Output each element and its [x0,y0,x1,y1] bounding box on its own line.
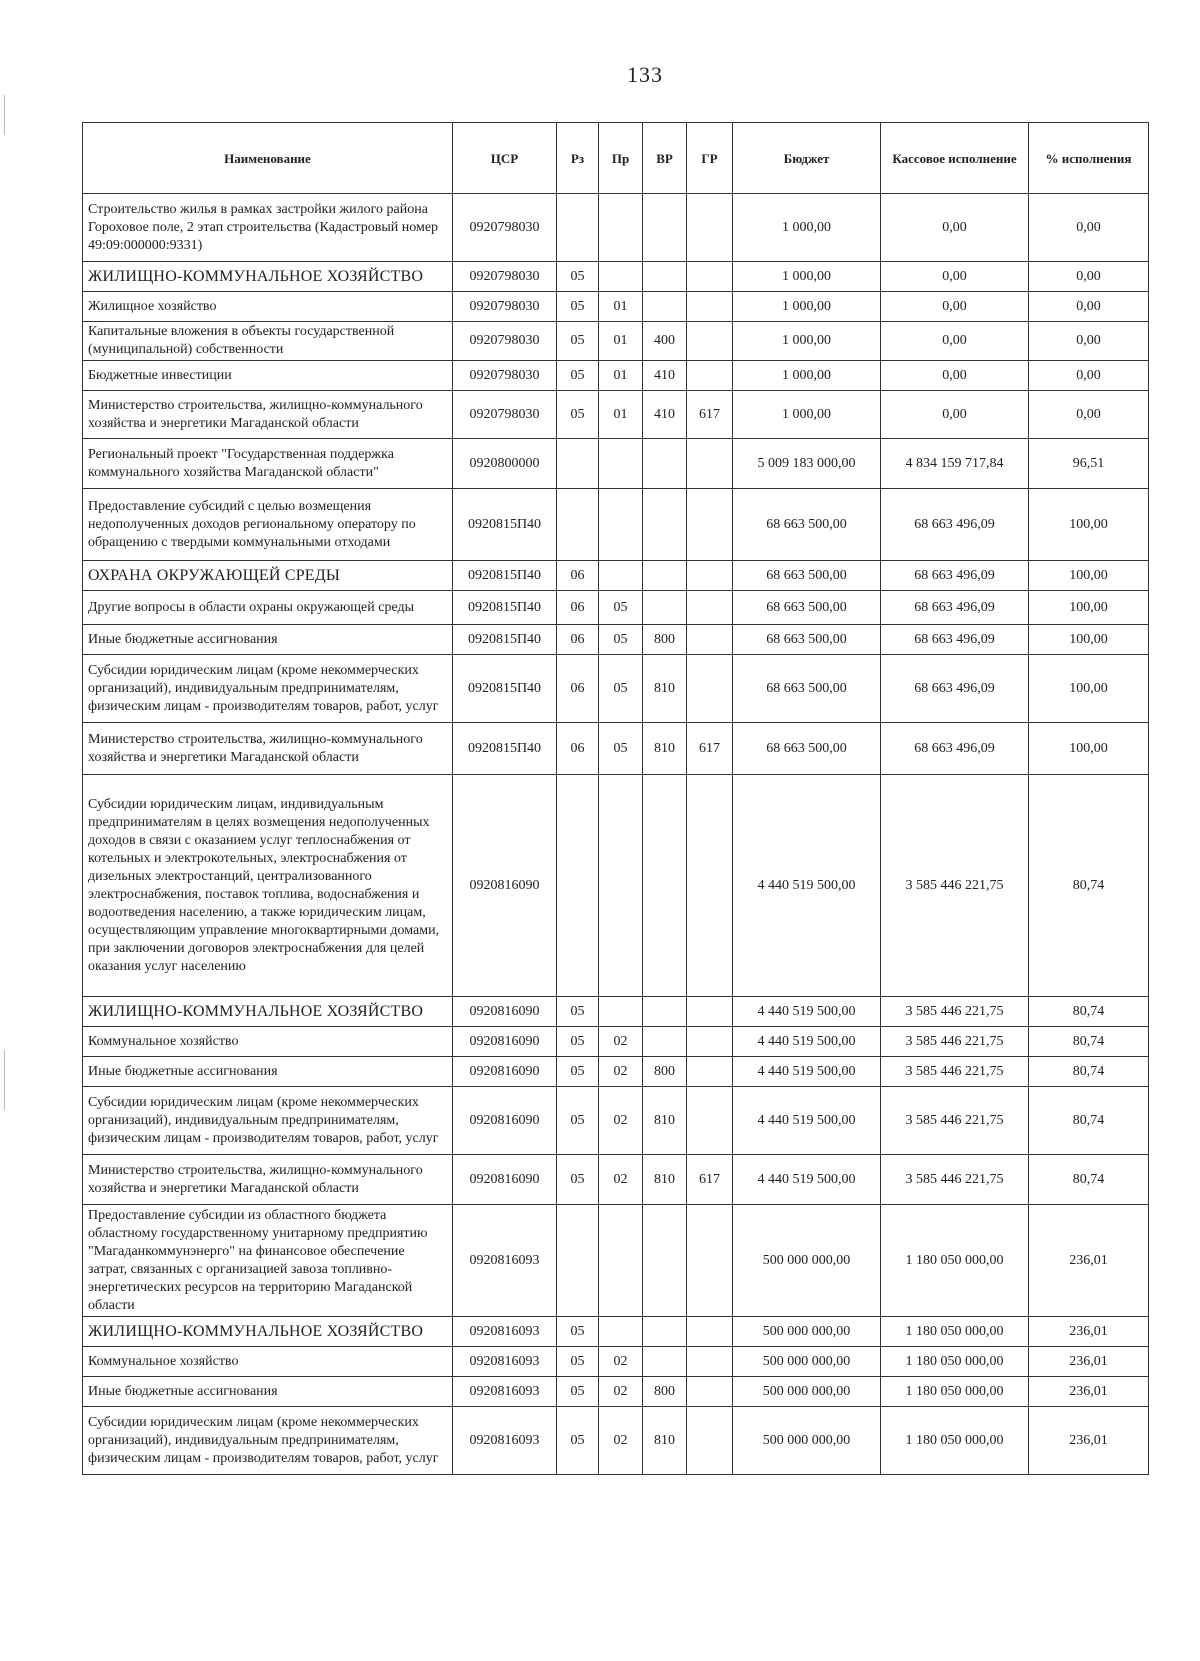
row-pr: 02 [599,1155,643,1205]
row-vr [643,561,687,591]
row-gr [687,1347,733,1377]
table-row [83,1407,1149,1475]
row-gr [687,1087,733,1155]
row-rz: 05 [557,292,599,322]
row-cash-execution: 68 663 496,09 [881,723,1029,775]
row-percent-execution: 96,51 [1029,439,1149,489]
row-budget: 500 000 000,00 [733,1407,881,1475]
row-pr [599,1317,643,1347]
header-budget: Бюджет [733,123,881,194]
row-csr: 0920815П40 [453,655,557,723]
row-cash-execution: 3 585 446 221,75 [881,1057,1029,1087]
row-pr: 01 [599,292,643,322]
row-vr: 800 [643,625,687,655]
row-csr: 0920816090 [453,1057,557,1087]
row-percent-execution: 100,00 [1029,655,1149,723]
row-budget: 5 009 183 000,00 [733,439,881,489]
row-rz [557,194,599,262]
row-budget: 68 663 500,00 [733,489,881,561]
row-cash-execution: 68 663 496,09 [881,625,1029,655]
row-name: Другие вопросы в области охраны окружающей среды [83,591,453,625]
row-percent-execution: 236,01 [1029,1205,1149,1317]
row-vr [643,1027,687,1057]
row-vr [643,1317,687,1347]
table-row [83,1347,1149,1377]
row-cash-execution: 4 834 159 717,84 [881,439,1029,489]
row-rz: 05 [557,1027,599,1057]
budget-execution-table [82,122,1149,1475]
page-number: 133 [627,62,663,87]
row-cash-execution: 1 180 050 000,00 [881,1407,1029,1475]
row-budget: 500 000 000,00 [733,1377,881,1407]
row-cash-execution: 0,00 [881,194,1029,262]
row-csr: 0920816093 [453,1347,557,1377]
row-cash-execution: 1 180 050 000,00 [881,1347,1029,1377]
row-percent-execution: 80,74 [1029,1087,1149,1155]
row-gr [687,439,733,489]
row-budget: 500 000 000,00 [733,1347,881,1377]
row-name: ОХРАНА ОКРУЖАЮЩЕЙ СРЕДЫ [83,561,453,591]
row-percent-execution: 80,74 [1029,997,1149,1027]
row-percent-execution: 100,00 [1029,561,1149,591]
row-pr [599,775,643,997]
row-rz: 06 [557,625,599,655]
row-cash-execution: 0,00 [881,322,1029,361]
header-name: Наименование [83,123,453,194]
table-row [83,194,1149,262]
row-vr: 810 [643,1155,687,1205]
row-pr: 02 [599,1027,643,1057]
row-budget: 1 000,00 [733,262,881,292]
row-cash-execution: 1 180 050 000,00 [881,1317,1029,1347]
row-name: Предоставление субсидий с целью возмещения недополученных доходов региональному оператору по обращению с твердыми коммунальными отходами [83,489,453,561]
row-gr [687,1317,733,1347]
row-csr: 0920816090 [453,997,557,1027]
row-name: Предоставление субсидии из областного бюджета областному государственному унитарному предприятию "Магаданкоммунэнерго" на финансовое обеспечение затрат, связанных с организацией завоза топливно-энергетических ресурсов на территорию Магаданской области [83,1205,453,1317]
row-budget: 68 663 500,00 [733,625,881,655]
header-percent-execution: % исполнения [1029,123,1149,194]
row-rz: 06 [557,561,599,591]
row-cash-execution: 1 180 050 000,00 [881,1377,1029,1407]
row-pr [599,1205,643,1317]
row-pr: 05 [599,625,643,655]
row-rz: 06 [557,655,599,723]
row-gr [687,591,733,625]
row-name: Региональный проект "Государственная поддержка коммунального хозяйства Магаданской области" [83,439,453,489]
header-cash-execution: Кассовое исполнение [881,123,1029,194]
row-cash-execution: 68 663 496,09 [881,561,1029,591]
row-csr: 0920816090 [453,1155,557,1205]
row-rz [557,489,599,561]
header-vr: ВР [643,123,687,194]
header-rz: Рз [557,123,599,194]
row-vr [643,591,687,625]
row-cash-execution: 68 663 496,09 [881,591,1029,625]
row-csr: 0920798030 [453,322,557,361]
row-pr: 01 [599,361,643,391]
row-budget: 500 000 000,00 [733,1205,881,1317]
row-budget: 4 440 519 500,00 [733,775,881,997]
header-csr: ЦСР [453,123,557,194]
row-vr [643,1205,687,1317]
row-cash-execution: 3 585 446 221,75 [881,1087,1029,1155]
row-percent-execution: 0,00 [1029,361,1149,391]
row-gr [687,1407,733,1475]
row-name: Строительство жилья в рамках застройки жилого района Гороховое поле, 2 этап строительства (Кадастровый номер 49:09:000000:9331) [83,194,453,262]
row-gr [687,655,733,723]
table-row [83,439,1149,489]
table-row [83,997,1149,1027]
row-gr [687,997,733,1027]
row-csr: 0920798030 [453,361,557,391]
row-gr [687,361,733,391]
row-vr: 810 [643,655,687,723]
row-csr: 0920815П40 [453,625,557,655]
row-name: ЖИЛИЩНО-КОММУНАЛЬНОЕ ХОЗЯЙСТВО [83,1317,453,1347]
header-gr: ГР [687,123,733,194]
row-csr: 0920815П40 [453,561,557,591]
row-csr: 0920815П40 [453,489,557,561]
table-row [83,775,1149,997]
row-csr: 0920816093 [453,1377,557,1407]
row-percent-execution: 0,00 [1029,322,1149,361]
row-rz: 05 [557,1057,599,1087]
row-csr: 0920815П40 [453,591,557,625]
row-rz: 05 [557,391,599,439]
row-name: Субсидии юридическим лицам (кроме некоммерческих организаций), индивидуальным предпринимателям, физическим лицам - производителям товаров, работ, услуг [83,1407,453,1475]
row-rz: 06 [557,591,599,625]
row-pr [599,489,643,561]
table-row [83,591,1149,625]
row-cash-execution: 68 663 496,09 [881,489,1029,561]
table-row [83,561,1149,591]
row-gr: 617 [687,1155,733,1205]
row-vr [643,1347,687,1377]
row-percent-execution: 236,01 [1029,1377,1149,1407]
table-row [83,391,1149,439]
row-gr [687,322,733,361]
row-gr: 617 [687,391,733,439]
table-row [83,1057,1149,1087]
table-row [83,489,1149,561]
header-pr: Пр [599,123,643,194]
table-row [83,1155,1149,1205]
row-pr: 02 [599,1087,643,1155]
row-cash-execution: 3 585 446 221,75 [881,1027,1029,1057]
row-name: Капитальные вложения в объекты государственной (муниципальной) собственности [83,322,453,361]
row-csr: 0920798030 [453,391,557,439]
table-row [83,262,1149,292]
row-vr [643,997,687,1027]
row-name: ЖИЛИЩНО-КОММУНАЛЬНОЕ ХОЗЯЙСТВО [83,262,453,292]
row-name: Министерство строительства, жилищно-коммунального хозяйства и энергетики Магаданской области [83,723,453,775]
row-gr [687,1027,733,1057]
row-percent-execution: 100,00 [1029,489,1149,561]
row-vr [643,262,687,292]
row-pr [599,997,643,1027]
row-budget: 1 000,00 [733,391,881,439]
row-budget: 1 000,00 [733,322,881,361]
row-rz: 05 [557,322,599,361]
scan-edge-mark [4,95,5,135]
row-percent-execution: 80,74 [1029,1155,1149,1205]
row-percent-execution: 100,00 [1029,723,1149,775]
row-csr: 0920816093 [453,1407,557,1475]
row-rz: 05 [557,1407,599,1475]
row-budget: 4 440 519 500,00 [733,1155,881,1205]
row-gr [687,1205,733,1317]
row-vr: 810 [643,723,687,775]
row-budget: 4 440 519 500,00 [733,1057,881,1087]
table-row [83,625,1149,655]
row-rz: 05 [557,997,599,1027]
row-name: Иные бюджетные ассигнования [83,1377,453,1407]
row-cash-execution: 0,00 [881,262,1029,292]
row-gr [687,561,733,591]
row-budget: 4 440 519 500,00 [733,1087,881,1155]
row-vr: 400 [643,322,687,361]
row-rz [557,775,599,997]
row-name: Министерство строительства, жилищно-коммунального хозяйства и энергетики Магаданской области [83,1155,453,1205]
row-csr: 0920816090 [453,1027,557,1057]
table-row [83,1027,1149,1057]
row-pr: 01 [599,391,643,439]
row-csr: 0920816093 [453,1317,557,1347]
table-row [83,1317,1149,1347]
row-pr: 02 [599,1377,643,1407]
row-rz [557,1205,599,1317]
row-budget: 68 663 500,00 [733,591,881,625]
row-gr [687,775,733,997]
row-name: Субсидии юридическим лицам (кроме некоммерческих организаций), индивидуальным предпринимателям, физическим лицам - производителям товаров, работ, услуг [83,655,453,723]
row-gr [687,262,733,292]
row-pr [599,439,643,489]
row-name: Иные бюджетные ассигнования [83,1057,453,1087]
row-percent-execution: 80,74 [1029,1027,1149,1057]
row-pr: 05 [599,655,643,723]
table-body [83,194,1149,1475]
table-row [83,322,1149,361]
row-vr: 810 [643,1407,687,1475]
row-vr [643,489,687,561]
row-budget: 1 000,00 [733,292,881,322]
row-pr [599,262,643,292]
row-name: Иные бюджетные ассигнования [83,625,453,655]
table-row [83,1205,1149,1317]
row-cash-execution: 0,00 [881,361,1029,391]
row-budget: 4 440 519 500,00 [733,997,881,1027]
row-cash-execution: 3 585 446 221,75 [881,1155,1029,1205]
row-rz: 05 [557,1087,599,1155]
row-name: Коммунальное хозяйство [83,1347,453,1377]
table-row [83,655,1149,723]
row-vr: 410 [643,391,687,439]
row-cash-execution: 0,00 [881,292,1029,322]
row-gr [687,1377,733,1407]
row-percent-execution: 100,00 [1029,591,1149,625]
row-percent-execution: 236,01 [1029,1407,1149,1475]
row-gr [687,489,733,561]
row-rz: 05 [557,1317,599,1347]
row-cash-execution: 3 585 446 221,75 [881,775,1029,997]
row-name: Субсидии юридическим лицам (кроме некоммерческих организаций), индивидуальным предпринимателям, физическим лицам - производителям товаров, работ, услуг [83,1087,453,1155]
row-budget: 1 000,00 [733,194,881,262]
row-pr: 05 [599,591,643,625]
row-budget: 4 440 519 500,00 [733,1027,881,1057]
table-header-row [83,123,1149,194]
row-cash-execution: 0,00 [881,391,1029,439]
row-gr [687,625,733,655]
row-pr: 01 [599,322,643,361]
row-percent-execution: 0,00 [1029,391,1149,439]
row-rz: 06 [557,723,599,775]
row-pr: 02 [599,1347,643,1377]
row-csr: 0920816093 [453,1205,557,1317]
row-pr: 02 [599,1057,643,1087]
row-name: Министерство строительства, жилищно-коммунального хозяйства и энергетики Магаданской области [83,391,453,439]
row-csr: 0920815П40 [453,723,557,775]
row-rz: 05 [557,361,599,391]
scan-edge-mark [4,1050,5,1110]
row-csr: 0920798030 [453,194,557,262]
row-name: ЖИЛИЩНО-КОММУНАЛЬНОЕ ХОЗЯЙСТВО [83,997,453,1027]
row-name: Жилищное хозяйство [83,292,453,322]
row-budget: 1 000,00 [733,361,881,391]
row-budget: 500 000 000,00 [733,1317,881,1347]
row-budget: 68 663 500,00 [733,723,881,775]
row-vr [643,775,687,997]
row-cash-execution: 1 180 050 000,00 [881,1205,1029,1317]
row-csr: 0920800000 [453,439,557,489]
table-row [83,292,1149,322]
row-percent-execution: 236,01 [1029,1347,1149,1377]
table-row [83,361,1149,391]
row-rz: 05 [557,262,599,292]
row-csr: 0920798030 [453,292,557,322]
row-vr: 800 [643,1377,687,1407]
table-row [83,1087,1149,1155]
row-budget: 68 663 500,00 [733,561,881,591]
row-csr: 0920816090 [453,1087,557,1155]
row-budget: 68 663 500,00 [733,655,881,723]
row-rz [557,439,599,489]
row-vr: 410 [643,361,687,391]
row-cash-execution: 3 585 446 221,75 [881,997,1029,1027]
row-csr: 0920816090 [453,775,557,997]
row-csr: 0920798030 [453,262,557,292]
row-percent-execution: 0,00 [1029,262,1149,292]
row-vr: 800 [643,1057,687,1087]
row-percent-execution: 80,74 [1029,775,1149,997]
row-rz: 05 [557,1347,599,1377]
row-vr: 810 [643,1087,687,1155]
row-vr [643,439,687,489]
row-vr [643,194,687,262]
table-row [83,723,1149,775]
row-percent-execution: 236,01 [1029,1317,1149,1347]
table-row [83,1377,1149,1407]
row-percent-execution: 0,00 [1029,292,1149,322]
row-gr [687,1057,733,1087]
row-percent-execution: 0,00 [1029,194,1149,262]
row-pr: 05 [599,723,643,775]
row-gr [687,292,733,322]
row-name: Бюджетные инвестиции [83,361,453,391]
row-pr [599,194,643,262]
row-pr [599,561,643,591]
row-percent-execution: 100,00 [1029,625,1149,655]
row-name: Субсидии юридическим лицам, индивидуальным предпринимателям в целях возмещения недополученных доходов в связи с оказанием услуг теплоснабжения от котельных и электрокотельных, электроснабжения от дизельных электростанций, централизованного электроснабжения, поставок топлива, водоснабжения и водоотведения населению, а также юридическим лицам, осуществляющим управление многоквартирными домами, при заключении договоров электроснабжения для целей оказания услуг населению [83,775,453,997]
row-gr: 617 [687,723,733,775]
row-rz: 05 [557,1377,599,1407]
row-vr [643,292,687,322]
row-rz: 05 [557,1155,599,1205]
row-name: Коммунальное хозяйство [83,1027,453,1057]
row-percent-execution: 80,74 [1029,1057,1149,1087]
row-gr [687,194,733,262]
row-cash-execution: 68 663 496,09 [881,655,1029,723]
row-pr: 02 [599,1407,643,1475]
